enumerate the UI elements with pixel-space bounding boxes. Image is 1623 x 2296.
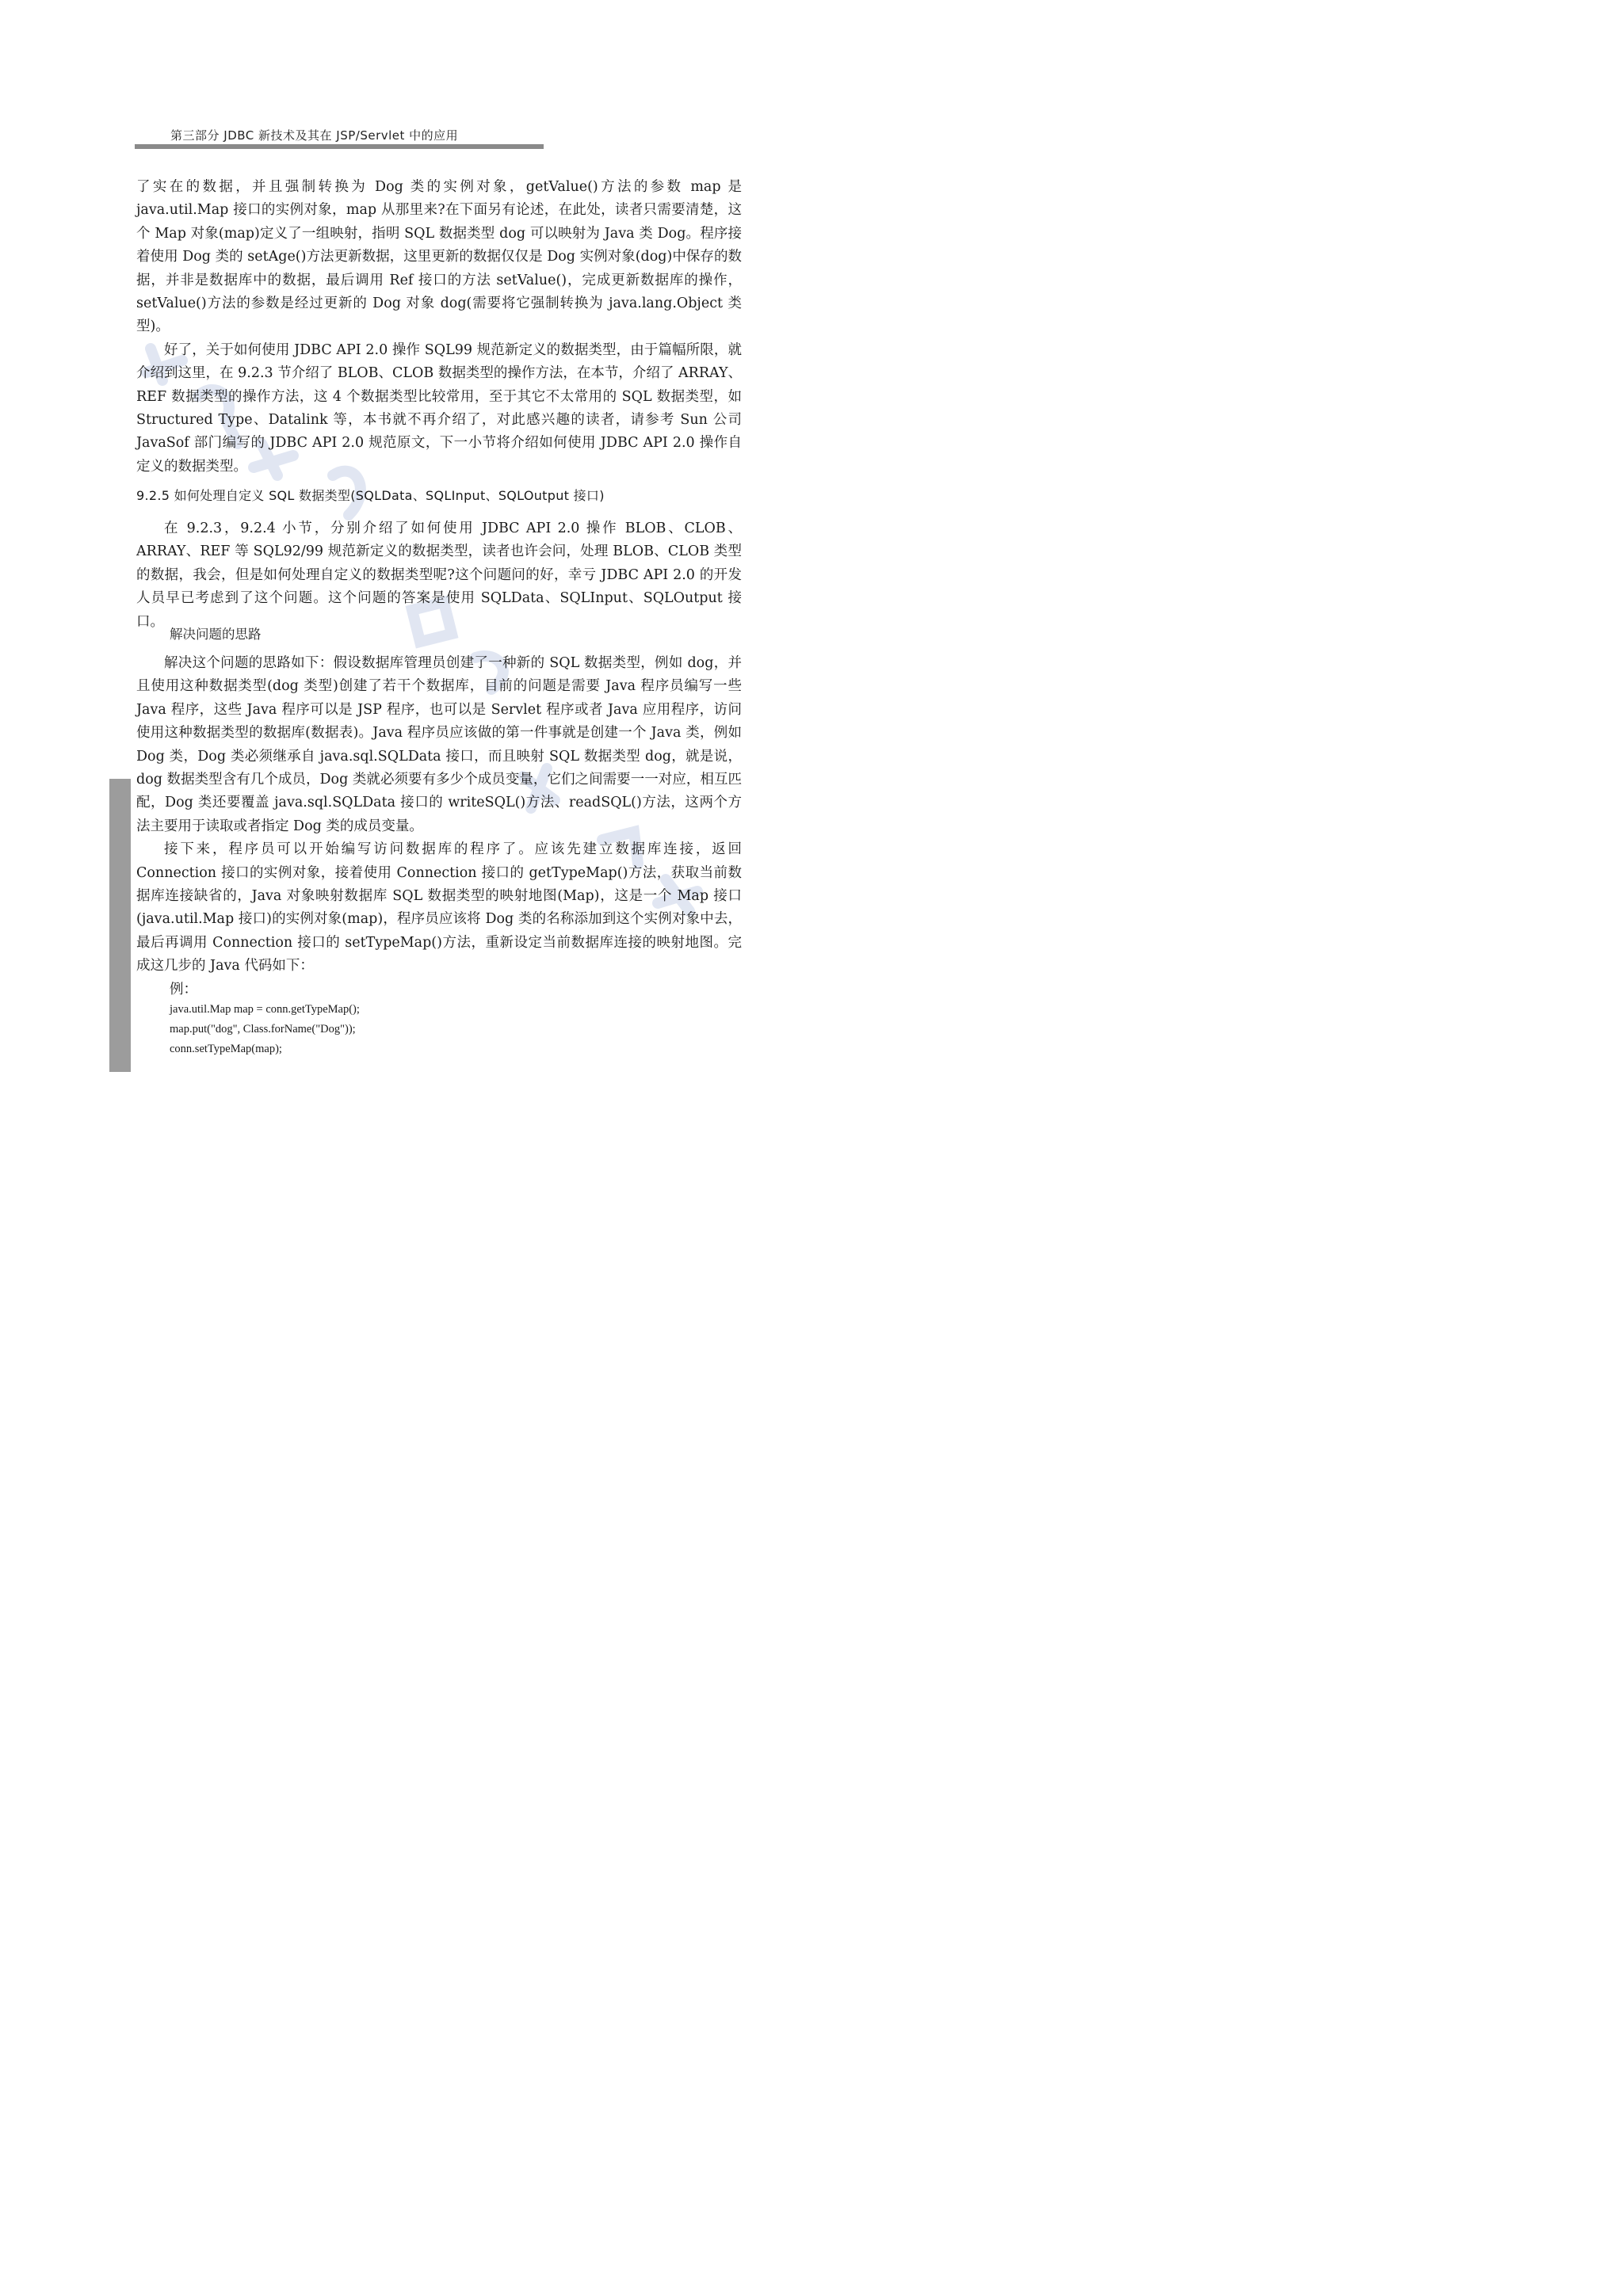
section-heading: 9.2.5 如何处理自定义 SQL 数据类型(SQLData、SQLInput、SQLOutput 接口) [136,488,605,503]
example-label: 例： [170,982,197,997]
paragraph: 接下来，程序员可以开始编写访问数据库的程序了。应该先建立数据库连接，返回 Connection 接口的实例对象，接着使用 Connection 接口的 getTypeMap()方法，获取当前数据库连接缺省的，Java 对象映射数据库 SQL 数据类型的映射地图(Map)，这是一个 Map 接口(java.util.Map 接口)的实例对象(map)，程序员应该将 Dog 类的名称添加到这个实例对象中去，最后再调用 Connection 接口的 setTypeMap()方法，重新设定当前数据库连接的映射地图。完成这几步的 Java 代码如下： [136,841,742,974]
code-line: java.util.Map map = conn.getTypeMap(); [170,1003,360,1016]
sub-heading: 解决问题的思路 [170,627,262,642]
section-intro [136,517,742,634]
code-block [170,1000,360,1059]
code-line: map.put("dog", Class.forName("Dog")); [170,1023,356,1035]
code-line: conn.setTypeMap(map); [170,1043,282,1055]
running-header: 第三部分 JDBC 新技术及其在 JSP/Servlet 中的应用 [170,128,459,143]
paragraph: 在 9.2.3，9.2.4 小节，分别介绍了如何使用 JDBC API 2.0 操作 BLOB、CLOB、ARRAY、REF 等 SQL92/99 规范新定义的数据类型，读者也许会问，处理 BLOB、CLOB 类型的数据，我会，但是如何处理自定义的数据类型呢?这个问题问的好，幸亏 JDBC API 2.0 的开发人员早已考虑到了这个问题。这个问题的答案是使用 SQLData、SQLInput、SQLOutput 接口。 [136,521,742,630]
section-body [136,652,742,978]
paragraph: 了实在的数据，并且强制转换为 Dog 类的实例对象，getValue()方法的参数 map 是 java.util.Map 接口的实例对象，map 从那里来?在下面另有论述，在此处，读者只需要清楚，这个 Map 对象(map)定义了一组映射，指明 SQL 数据类型 dog 可以映射为 Java 类 Dog。程序接着使用 Dog 类的 setAge()方法更新数据，这里更新的数据仅仅是 Dog 实例对象(dog)中保存的数据，并非是数据库中的数据，最后调用 Ref 接口的方法 setValue()，完成更新数据库的操作，setValue()方法的参数是经过更新的 Dog 对象 dog(需要将它强制转换为 java.lang.Object 类型)。 [136,179,742,335]
paragraph: 好了，关于如何使用 JDBC API 2.0 操作 SQL99 规范新定义的数据类型，由于篇幅所限，就介绍到这里，在 9.2.3 节介绍了 BLOB、CLOB 数据类型的操作方法，在本节，介绍了 ARRAY、REF 数据类型的操作方法，这 4 个数据类型比较常用，至于其它不太常用的 SQL 数据类型，如 Structured Type、Datalink 等，本书就不再介绍了，对此感兴趣的读者，请参考 Sun 公司 JavaSof 部门编写的 JDBC API 2.0 规范原文，下一小节将介绍如何使用 JDBC API 2.0 操作自定义的数据类型。 [136,341,742,475]
margin-tab-bar [109,779,131,1072]
header-rule [135,144,544,149]
paragraph: 解决这个问题的思路如下：假设数据库管理员创建了一种新的 SQL 数据类型，例如 dog，并且使用这种数据类型(dog 类型)创建了若干个数据库，目前的问题是需要 Java 程序员编写一些 Java 程序，这些 Java 程序可以是 JSP 程序，也可以是 Servlet 程序或者 Java 应用程序，访问使用这种数据类型的数据库(数据表)。Java 程序员应该做的第一件事就是创建一个 Java 类，例如 Dog 类，Dog 类必须继承自 java.sql.SQLData 接口，而且映射 SQL 数据类型 dog，就是说，dog 数据类型含有几个成员，Dog 类就必须要有多少个成员变量，它们之间需要一一对应，相互匹配，Dog 类还要覆盖 java.sql.SQLData 接口的 writeSQL()方法、readSQL()方法，这两个方法主要用于读取或者指定 Dog 类的成员变量。 [136,655,742,834]
body-text-top [136,176,742,479]
